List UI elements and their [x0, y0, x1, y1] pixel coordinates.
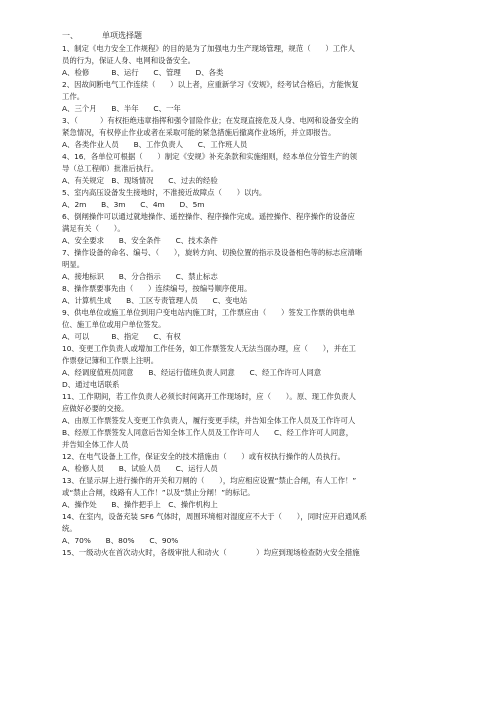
text-line: 工作。 [62, 92, 85, 101]
text-line: A、操作处 B、操作把手上 C、操作机构上 [62, 500, 218, 509]
text-line: 12、在电气设备上工作，保证安全的技术措施由（ ）或有权执行操作的人员执行。 [62, 452, 345, 461]
text-line: A、安全要求 B、安全条件 C、技术条件 [62, 236, 218, 245]
text-line: 应做好必要的交接。 [62, 404, 129, 413]
text-line: A、计算机生成 B、工区专责管理人员 C、变电站 [62, 296, 248, 305]
text-line: 5、室内高压设备发生接地时，不准接近故障点（ ）以内。 [62, 188, 267, 197]
section-number: 一、 [62, 31, 78, 40]
text-line: 满足有关（ ）。 [62, 224, 125, 233]
text-line: 11、工作期间，若工作负责人必须长时间离开工作现场时，应（ ）。原、现工作负责人 [62, 392, 356, 401]
text-line: A、接地标识 B、分合指示 C、禁止标志 [62, 272, 218, 281]
text-line: 并告知全体工作人员 [62, 440, 129, 449]
text-line: 统。 [62, 524, 77, 533]
text-line: A、三个月 B、半年 C、一年 [62, 104, 181, 113]
section-heading [62, 30, 434, 42]
text-line: A、可以 B、指定 C、有权 [62, 332, 181, 341]
text-line: 15、一级动火在首次动火时，各级审批人和动火（ ）均应到现场检查防火安全措施 [62, 548, 360, 557]
text-line: 13、在显示屏上进行操作的开关和刀闸的（ ），均应相应设置“禁止合闸，有人工作！” [62, 476, 357, 485]
text-line: 3、（ ）有权拒绝违章指挥和强令冒险作业；在发现直接危及人身、电网和设备安全的 [62, 116, 359, 125]
text-line: 9、供电单位或施工单位到用户变电站内施工时，工作票应由（ ）签发工作票的供电单 [62, 308, 355, 317]
text-line: D、通过电话联系 [62, 380, 120, 389]
text-line: 7、操作设备的命名、编号、（ ），旋转方向、切换位置的指示及设备相色等的标志应清晰 [62, 248, 363, 257]
text-line: 2、因故间断电气工作连续（ ）以上者，应重新学习《安规》，经考试合格后，方能恢复 [62, 80, 359, 89]
section-title: 单项选择题 [102, 31, 142, 40]
text-line: A、70% B、80% C、90% [62, 536, 179, 545]
text-line: A、检修人员 B、试验人员 C、运行人员 [62, 464, 218, 473]
text-line: 8、操作票要事先由（ ）连续编号，按编号顺序使用。 [62, 284, 252, 293]
text-line: A、各类作业人员 B、工作负责人 C、工作班人员 [62, 140, 248, 149]
text-line: 6、倒闸操作可以通过就地操作、遥控操作、程序操作完成。遥控操作、程序操作的设备应 [62, 212, 355, 221]
text-line: A、检修 B、运行 C、管理 D、各类 [62, 68, 224, 77]
text-line: 4、16．各单位可根据（ ）制定《安规》补充条款和实施细则，经本单位分管生产的领 [62, 152, 357, 161]
text-line: 作票登记簿和工作票上注明。 [62, 356, 159, 365]
text-line: 或“禁止合闸，线路有人工作！”以及“禁止分闸！”的标记。 [62, 488, 255, 497]
text-line: 导（总工程师）批准后执行。 [62, 164, 159, 173]
text-line: A、经调度值班员同意 B、经运行值班负责人同意 C、经工作许可人同意 [62, 368, 322, 377]
text-line: 1、制定《电力安全工作规程》的目的是为了加强电力生产现场管理，规范（ ）工作人 [62, 44, 355, 53]
text-line: 明显。 [62, 260, 85, 269]
text-line: B、经原工作票签发人同意后告知全体工作人员及工作许可人 C、经工作许可人同意， [62, 428, 354, 437]
text-line: A、由原工作票签发人变更工作负责人，履行变更手续，并告知全体工作人员及工作许可人 [62, 416, 356, 425]
text-line: 员的行为，保证人身、电网和设备安全。 [62, 56, 196, 65]
text-line: 14、在室内，设备充装 SF6 气体时，周围环境相对湿度应不大于（ ），同时应开启通风系 [62, 512, 367, 521]
text-line: 紧急情况，有权停止作业或者在采取可能的紧急措施后撤离作业场所，并立即报告。 [62, 128, 336, 137]
question-list [62, 43, 434, 559]
text-line: 10、变更工作负责人或增加工作任务，如工作票签发人无法当面办理，应（ ），并在工 [62, 344, 356, 353]
text-line: A、2m B、3m C、4m D、5m [62, 200, 205, 209]
text-line: A、有关规定 B、现场情况 C、过去的经验 [62, 176, 218, 185]
document-page [62, 30, 434, 559]
text-line: 位、施工单位或用户单位签发。 [62, 320, 166, 329]
